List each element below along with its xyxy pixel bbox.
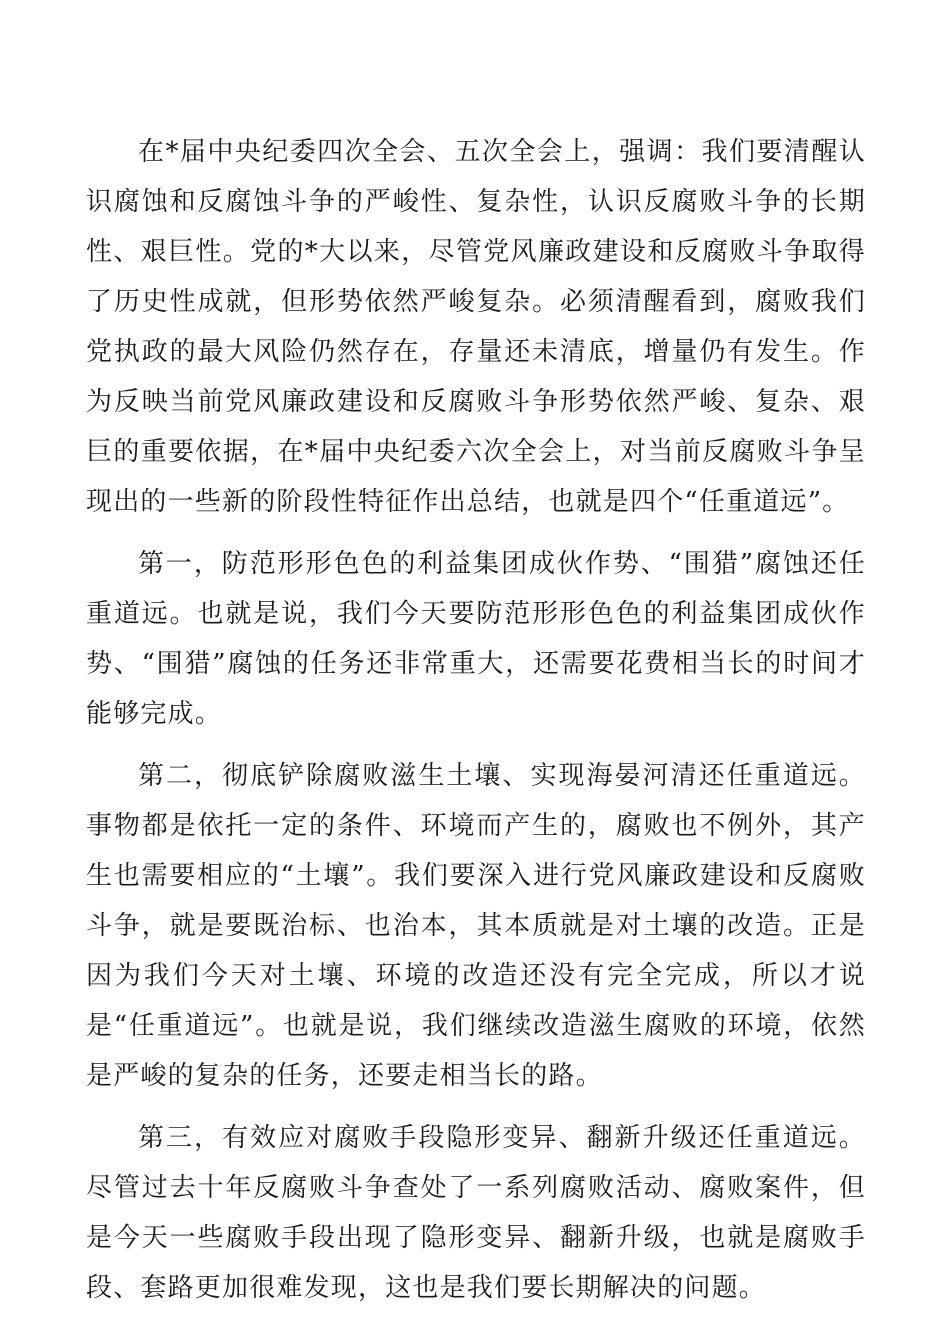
paragraph-intro: 在*届中央纪委四次全会、五次全会上，强调：我们要清醒认识腐蚀和反腐蚀斗争的严峻性、复杂性，认识反腐败斗争的长期性、艰巨性。党的*大以来，尽管党风廉政建设和反腐败斗争取得了历史性成就，但形势依然严峻复杂。必须清醒看到，腐败我们党执政的最大风险仍然存在，存量还未清底，增量仍有发生。作为反映当前党风廉政建设和反腐败斗争形势依然严峻、复杂、艰巨的重要依据，在*届中央纪委六次全会上，对当前反腐败斗争呈现出的一些新的阶段性特征作出总结，也就是四个“任重道远”。 <box>86 137 866 517</box>
paragraph-third: 第三，有效应对腐败手段隐形变异、翻新升级还任重道远。尽管过去十年反腐败斗争查处了一系列腐败活动、腐败案件，但是今天一些腐败手段出现了隐形变异、翻新升级，也就是腐败手段、套路更加很难发现，这也是我们要长期解决的问题。 <box>86 1123 866 1303</box>
paragraph-second: 第二，彻底铲除腐败滋生土壤、实现海晏河清还任重道远。事物都是依托一定的条件、环境而产生的，腐败也不例外，其产生也需要相应的“土壤”。我们要深入进行党风廉政建设和反腐败斗争，就是要既治标、也治本，其本质就是对土壤的改造。正是因为我们今天对土壤、环境的改造还没有完全完成，所以才说是“任重道远”。也就是说，我们继续改造滋生腐败的环境，依然是严峻的复杂的任务，还要走相当长的路。 <box>86 761 866 1091</box>
paragraph-first: 第一，防范形形色色的利益集团成伙作势、“围猎”腐蚀还任重道远。也就是说，我们今天要防范形形色色的利益集团成伙作势、“围猎”腐蚀的任务还非常重大，还需要花费相当长的时间才能够完成。 <box>86 549 866 729</box>
document-body <box>86 127 866 1325</box>
